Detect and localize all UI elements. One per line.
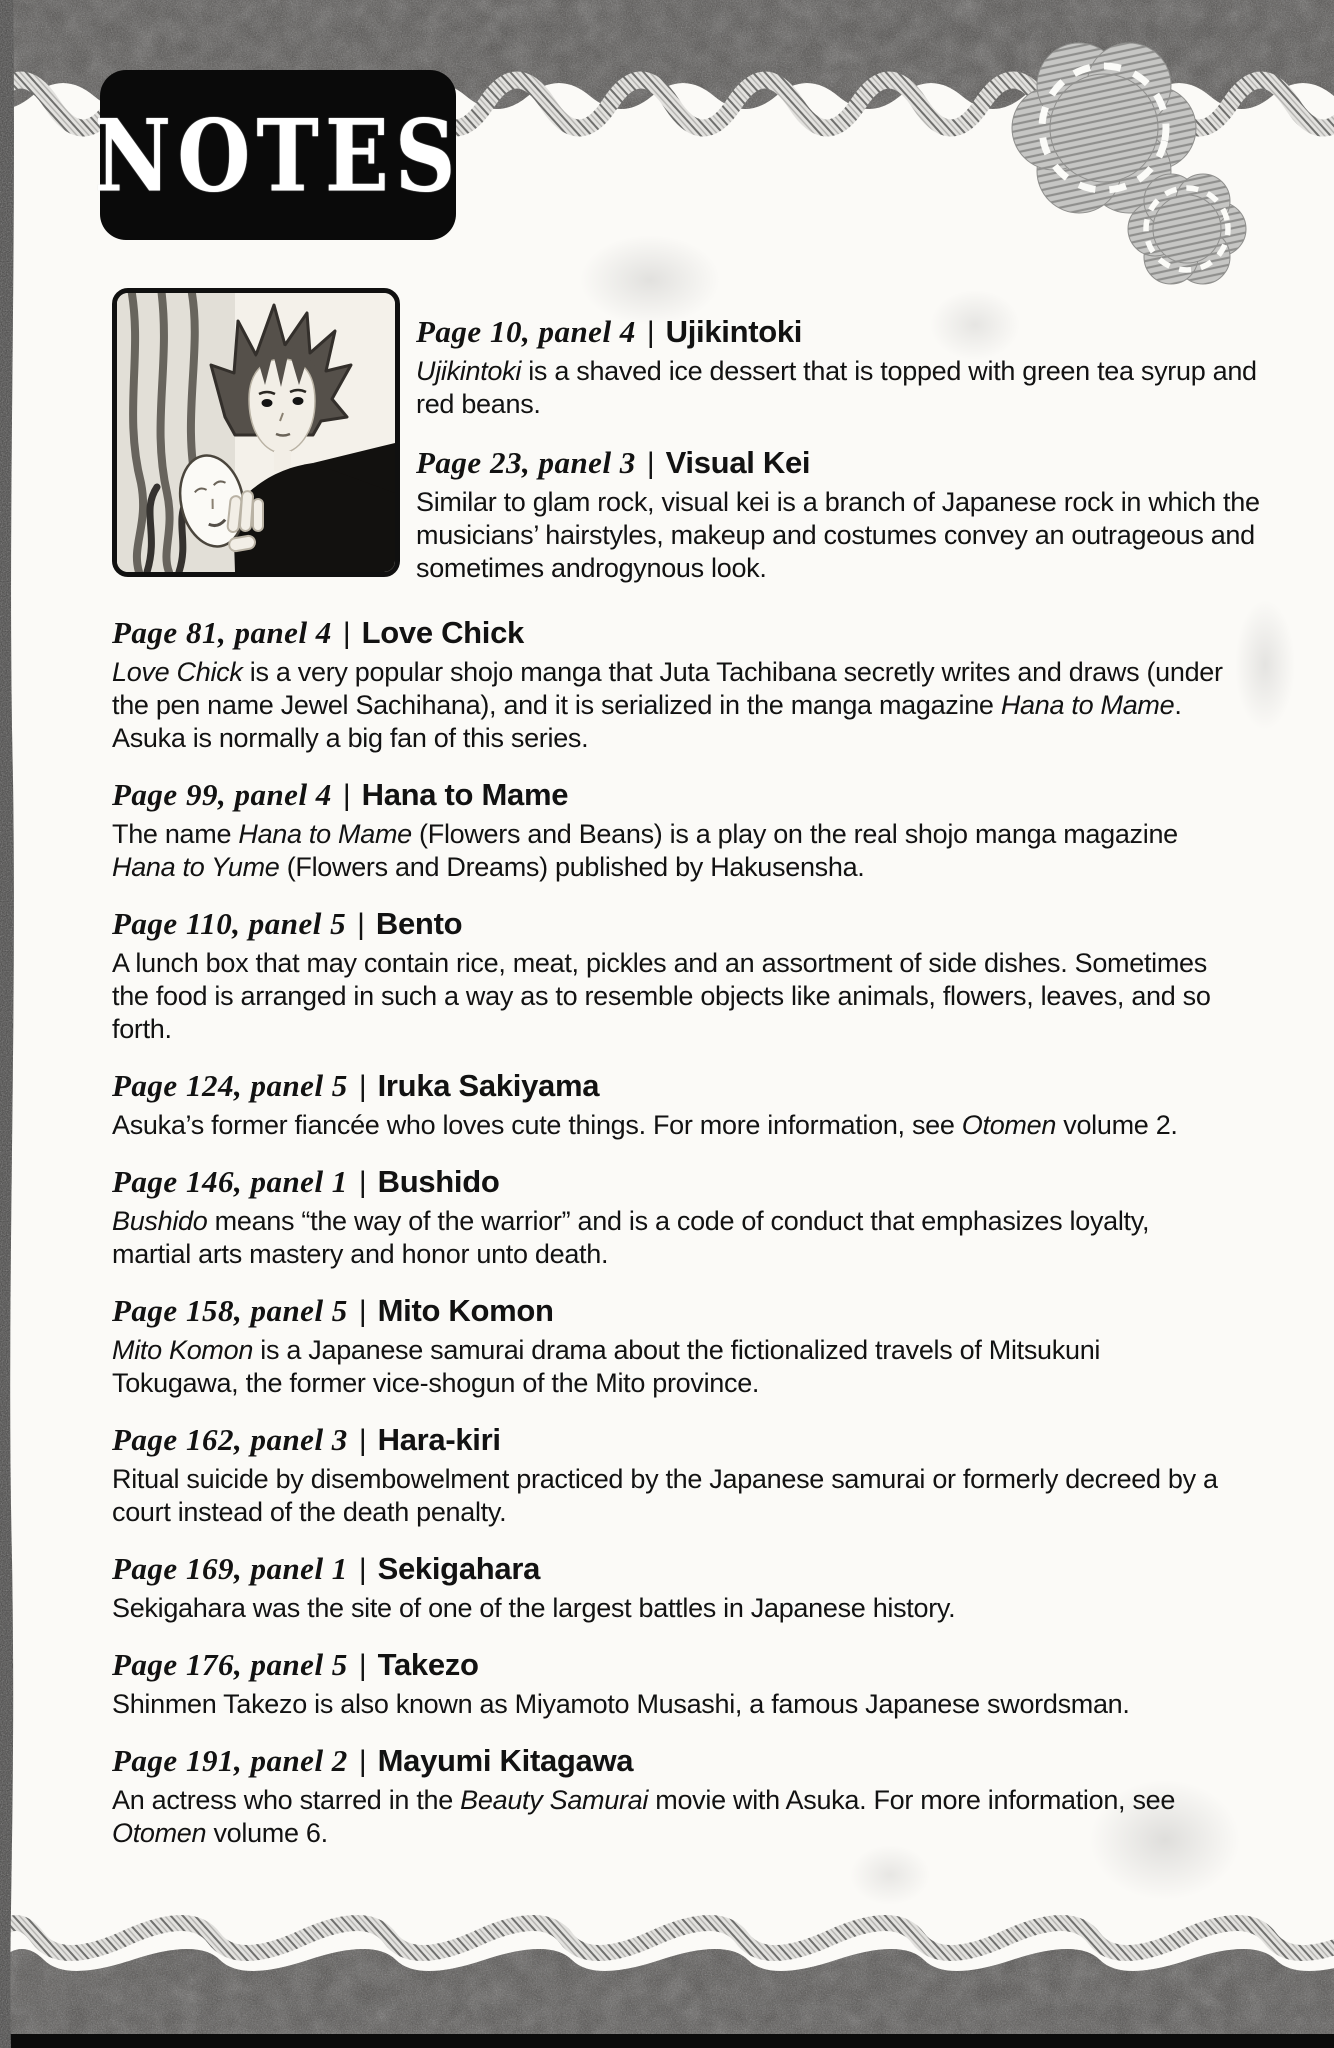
- flower-applique-small: [1128, 174, 1246, 284]
- entry-divider: |: [646, 316, 655, 349]
- note-entry-ujikintoki: [416, 314, 1260, 421]
- entry-header: [112, 1422, 1232, 1459]
- entry-header: [112, 1068, 1232, 1105]
- body-text-segment: The name: [112, 819, 239, 849]
- side-entries: [416, 288, 1260, 585]
- note-entry-mito-komon: [112, 1293, 1232, 1400]
- entry-divider: |: [357, 908, 365, 941]
- entry-divider: |: [358, 1745, 367, 1778]
- entry-header: [112, 1164, 1232, 1201]
- note-entry-sekigahara: [112, 1551, 1232, 1625]
- entry-divider: |: [358, 1424, 367, 1457]
- entry-term: Iruka Sakiyama: [377, 1068, 600, 1103]
- entry-term: Hana to Mame: [361, 777, 569, 812]
- entry-header: [112, 1743, 1232, 1780]
- body-text-segment: . Asuka is normally a big fan of this series.: [112, 690, 1182, 753]
- entry-divider: |: [358, 1553, 367, 1586]
- note-entry-visual-kei: [416, 445, 1260, 585]
- entry-header: [112, 777, 1232, 814]
- note-entry-takezo: [112, 1647, 1232, 1721]
- entry-body: [112, 656, 1232, 755]
- portrait-art: [117, 293, 395, 572]
- entry-page-ref: Page 81, panel 4: [112, 615, 332, 650]
- entry-term: Mito Komon: [377, 1293, 554, 1328]
- body-text-segment: movie with Asuka. For more information, see: [648, 1785, 1176, 1815]
- body-text-segment: (Flowers and Dreams) published by Hakusensha.: [279, 852, 865, 882]
- entry-term: Sekigahara: [377, 1551, 541, 1586]
- body-text-segment: Bushido: [112, 1206, 208, 1236]
- entry-header: [416, 445, 1260, 482]
- note-entry-iruka-sakiyama: [112, 1068, 1232, 1142]
- body-text-segment: Beauty Samurai: [460, 1785, 649, 1815]
- body-text-segment: volume 6.: [206, 1818, 328, 1848]
- entry-body: [112, 1784, 1232, 1850]
- entry-body: [112, 1688, 1232, 1721]
- entry-page-ref: Page 158, panel 5: [112, 1293, 348, 1328]
- body-text-segment: Similar to glam rock, visual kei is a branch of Japanese rock in which the musicians’ hairstyles, makeup and costumes convey an outrageous and sometimes androgynous look.: [416, 487, 1260, 583]
- entry-term: Hara-kiri: [377, 1422, 501, 1457]
- body-text-segment: Otomen: [112, 1818, 207, 1848]
- entry-page-ref: Page 23, panel 3: [416, 445, 636, 480]
- note-entry-hara-kiri: [112, 1422, 1232, 1529]
- entry-page-ref: Page 146, panel 1: [112, 1164, 348, 1199]
- entry-divider: |: [358, 1295, 367, 1328]
- note-entry-bento: [112, 906, 1232, 1046]
- entry-term: Mayumi Kitagawa: [377, 1743, 634, 1778]
- body-text-segment: A lunch box that may contain rice, meat, pickles and an assortment of side dishes. Sometimes the food is arranged in such a way as to resemble objects like animals, flowers, leaves, and so forth.: [112, 948, 1211, 1044]
- ricrac-trim-bottom: [0, 1923, 1334, 1953]
- note-entry-love-chick: [112, 615, 1232, 755]
- entry-term: Love Chick: [361, 615, 524, 650]
- entry-header: [112, 1647, 1232, 1684]
- entry-body: [416, 355, 1260, 421]
- entry-body: [416, 486, 1260, 585]
- page-title: NOTES: [94, 96, 462, 214]
- body-text-segment: Hana to Yume: [112, 852, 280, 882]
- main-entries: [112, 615, 1232, 1850]
- entry-term: Ujikintoki: [665, 314, 803, 349]
- notes-content: [112, 288, 1260, 1850]
- body-text-segment: Sekigahara was the site of one of the largest battles in Japanese history.: [112, 1593, 956, 1623]
- body-text-segment: Love Chick: [112, 657, 243, 687]
- body-text-segment: Asuka’s former fiancée who loves cute things. For more information, see: [112, 1110, 962, 1140]
- entry-term: Takezo: [377, 1647, 479, 1682]
- entry-term: Visual Kei: [665, 445, 811, 480]
- note-entry-hana-to-mame: [112, 777, 1232, 884]
- entry-header: [112, 906, 1232, 943]
- body-text-segment: Mito Komon: [112, 1335, 254, 1365]
- entry-divider: |: [342, 779, 351, 812]
- entry-body: [112, 1463, 1232, 1529]
- entry-divider: |: [358, 1649, 367, 1682]
- note-entry-mayumi-kitagawa: [112, 1743, 1232, 1850]
- entry-page-ref: Page 10, panel 4: [416, 314, 636, 349]
- entry-page-ref: Page 124, panel 5: [112, 1068, 348, 1103]
- note-entry-bushido: [112, 1164, 1232, 1271]
- entry-body: [112, 1334, 1232, 1400]
- entry-term: Bushido: [377, 1164, 500, 1199]
- body-text-segment: Hana to Mame: [238, 819, 412, 849]
- manga-portrait-illustration: [112, 288, 400, 577]
- body-text-segment: An actress who starred in the: [112, 1785, 461, 1815]
- felt-left-edge: [0, 0, 20, 2048]
- body-text-segment: is a Japanese samurai drama about the fictionalized travels of Mitsukuni Tokugawa, the former vice-shogun of the Mito province.: [112, 1335, 1101, 1398]
- entry-body: [112, 947, 1232, 1046]
- entry-divider: |: [342, 617, 351, 650]
- entry-divider: |: [358, 1070, 367, 1103]
- notes-title-box: [94, 70, 462, 240]
- body-text-segment: is a very popular shojo manga that Juta Tachibana secretly writes and draws (under the pen name Jewel Sachihana), and it is serialized in the manga magazine: [112, 657, 1223, 720]
- entry-page-ref: Page 176, panel 5: [112, 1647, 348, 1682]
- entry-body: [112, 1109, 1232, 1142]
- entry-header: [112, 1293, 1232, 1330]
- entry-divider: |: [358, 1166, 367, 1199]
- bottom-felt-band: [0, 1898, 1334, 2048]
- body-text-segment: is a shaved ice dessert that is topped with green tea syrup and red beans.: [416, 356, 1257, 419]
- body-text-segment: Ujikintoki: [416, 356, 522, 386]
- body-text-segment: Otomen: [961, 1110, 1057, 1140]
- entry-page-ref: Page 110, panel 5: [112, 906, 347, 941]
- body-text-segment: Ritual suicide by disembowelment practiced by the Japanese samurai or formerly decreed by a court instead of the death penalty.: [112, 1464, 1218, 1527]
- bottom-black-strip: [0, 2034, 1334, 2048]
- entry-page-ref: Page 162, panel 3: [112, 1422, 348, 1457]
- entry-divider: |: [646, 447, 655, 480]
- intro-row: [112, 288, 1260, 585]
- entry-header: [416, 314, 1260, 351]
- body-text-segment: (Flowers and Beans) is a play on the real shojo manga magazine: [411, 819, 1178, 849]
- entry-page-ref: Page 99, panel 4: [112, 777, 332, 812]
- body-text-segment: Shinmen Takezo is also known as Miyamoto Musashi, a famous Japanese swordsman.: [112, 1689, 1130, 1719]
- body-text-segment: Hana to Mame: [1000, 690, 1175, 720]
- entry-term: Bento: [375, 906, 463, 941]
- entry-page-ref: Page 169, panel 1: [112, 1551, 348, 1586]
- body-text-segment: volume 2.: [1056, 1110, 1178, 1140]
- entry-header: [112, 615, 1232, 652]
- entry-body: [112, 1205, 1232, 1271]
- body-text-segment: means “the way of the warrior” and is a code of conduct that emphasizes loyalty, martial arts mastery and honor unto death.: [112, 1206, 1150, 1269]
- entry-page-ref: Page 191, panel 2: [112, 1743, 348, 1778]
- entry-header: [112, 1551, 1232, 1588]
- entry-body: [112, 1592, 1232, 1625]
- entry-body: [112, 818, 1232, 884]
